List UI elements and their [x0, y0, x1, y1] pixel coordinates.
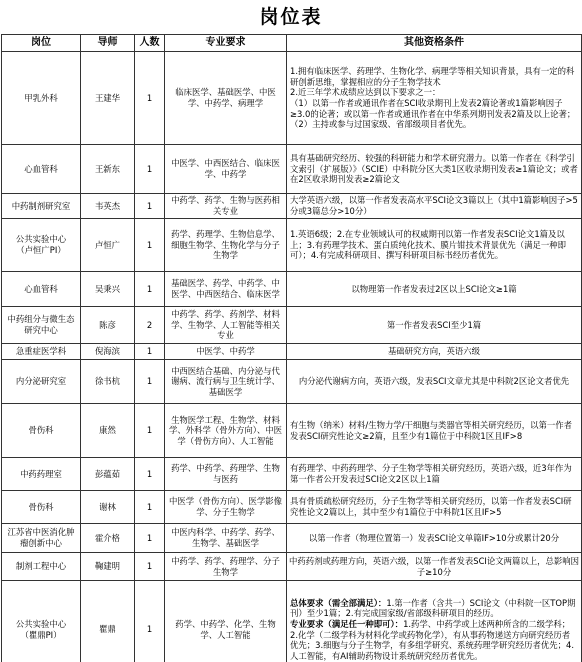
table-row	[2, 360, 582, 404]
major-cell: 生物医学工程、生物学、材料学、外科学（骨外方向）、中医学（骨伤方向）、人工智能	[165, 404, 287, 458]
major-cell: 药学、药理学、生物信息学、细胞生物学、生物化学与分子生物学	[165, 219, 287, 272]
tutor-cell: 陈彦	[81, 307, 135, 344]
count-cell: 1	[135, 360, 165, 404]
table-row	[2, 491, 582, 524]
major-cell: 药学、中药学、药理学、生物与医药	[165, 458, 287, 491]
major-cell: 中药学、药学、药理学、分子生物学	[165, 553, 287, 581]
conditions-cell: 具有基础研究经历、较强的科研能力和学术研究潜力。以第一作者在《科学引文索引（扩展版）》（SCIE）中科院分区大类1区收录期刊发表≥1篇论文；或者在2区收录期刊发表≥2篇论文	[287, 145, 582, 194]
major-cell: 中药学、药学、生物与医药相关专业	[165, 194, 287, 219]
conditions-cell: 有药理学、中药药理学、分子生物学等相关研究经历，英语六级，近3年作为第一作者公开发表过SCI论文2区以上1篇	[287, 458, 582, 491]
post-cell: 心血管科	[2, 145, 81, 194]
tutor-cell: 鞠建明	[81, 553, 135, 581]
conditions-cell: 大学英语六级，以第一作者发表高水平SCI论文3篇以上（其中1篇影响因子>5分或3篇总分>10分）	[287, 194, 582, 219]
major-cell: 中药学、药学、药剂学、材料学、生物学、人工智能等相关专业	[165, 307, 287, 344]
count-cell: 1	[135, 524, 165, 553]
table-row	[2, 581, 582, 662]
count-cell: 1	[135, 458, 165, 491]
table-row	[2, 52, 582, 145]
major-cell: 中医内科学、中药学、药学、生物学、基础医学	[165, 524, 287, 553]
count-cell: 1	[135, 344, 165, 360]
conditions-cell: 1.英语6级；2.在专业领域认可的权威期刊以第一作者发表SCI论文1篇及以上；3.有药理学技术、蛋白质纯化技术、膜片钳技术背景优先（满足一种即可）；4.有完成科研项目、撰写科研项目标书经历者优先。	[287, 219, 582, 272]
table-row	[2, 272, 582, 307]
count-cell: 1	[135, 491, 165, 524]
major-cell: 基础医学、药学、中药学、中医学、中西医结合、临床医学	[165, 272, 287, 307]
conditions-cell: 基础研究方向，英语六级	[287, 344, 582, 360]
post-cell: 心血管科	[2, 272, 81, 307]
tutor-cell: 吴秉兴	[81, 272, 135, 307]
conditions-cell: 内分泌代谢病方向，英语六级，发表SCI文章尤其是中科院2区论文者优先	[287, 360, 582, 404]
header-major: 专业要求	[165, 35, 287, 52]
tutor-cell: 谢林	[81, 491, 135, 524]
conditions-cell: 有生物（纳米）材料/生物力学/干细胞与类器官等相关研究经历，以第一作者发表SCI研究性论文≥2篇，且至少有1篇位于中科院1区且IF>8	[287, 404, 582, 458]
table-row	[2, 307, 582, 344]
major-cell: 中医学、中药学	[165, 344, 287, 360]
header-tutor: 导师	[81, 35, 135, 52]
page-title: 岗位表	[259, 6, 323, 28]
post-cell: 内分泌研究室	[2, 360, 81, 404]
tutor-cell: 王新东	[81, 145, 135, 194]
table-row	[2, 553, 582, 581]
tutor-cell: 倪海滨	[81, 344, 135, 360]
count-cell: 2	[135, 307, 165, 344]
conditions-cell: 第一作者发表SCI至少1篇	[287, 307, 582, 344]
count-cell: 1	[135, 272, 165, 307]
conditions-cell: 1.拥有临床医学、药理学、生物化学、病理学等相关知识背景，具有一定的科研创新思维，掌握相应的分子生物学技术 2.近三年学术成绩应达到以下要求之一： （1）以第一作者或通讯作者在SCI收录期刊上发表2篇论著或1篇影响因子≥3.0的论著；或以第一作者或通讯作者在中华系列期刊发表2篇及以上论著； （2）主持或参与过国家级、省部级项目者优先。	[287, 52, 582, 145]
tutor-cell: 彭蕴茹	[81, 458, 135, 491]
post-cell: 骨伤科	[2, 404, 81, 458]
tutor-cell: 徐书杭	[81, 360, 135, 404]
post-cell: 制剂工程中心	[2, 553, 81, 581]
post-cell: 公共实验中心 （瞿鼎PI）	[2, 581, 81, 662]
major-cell: 临床医学、基础医学、中医学、中药学、病理学	[165, 52, 287, 145]
tutor-cell: 瞿鼎	[81, 581, 135, 662]
conditions-cell: 中药药剂或药理方向，英语六级，以第一作者发表SCI论文两篇以上，总影响因子≥10分	[287, 553, 582, 581]
count-cell: 1	[135, 581, 165, 662]
post-cell: 中药药理室	[2, 458, 81, 491]
post-cell: 中药组分与微生态研究中心	[2, 307, 81, 344]
count-cell: 1	[135, 145, 165, 194]
table-row	[2, 145, 582, 194]
table-row	[2, 344, 582, 360]
conditions-cell	[287, 581, 582, 662]
count-cell: 1	[135, 404, 165, 458]
post-cell: 急重症医学科	[2, 344, 81, 360]
table-row	[2, 194, 582, 219]
count-cell: 1	[135, 194, 165, 219]
conditions-cell: 以物理第一作者发表过2区以上SCI论文≥1篇	[287, 272, 582, 307]
major-cell: 药学、中药学、化学、生物学、人工智能	[165, 581, 287, 662]
major-cell: 中医学、中西医结合、临床医学、中药学	[165, 145, 287, 194]
post-cell: 江苏省中医消化肿瘤创新中心	[2, 524, 81, 553]
tutor-cell: 霍介格	[81, 524, 135, 553]
tutor-cell: 韦英杰	[81, 194, 135, 219]
general-requirements-text: 1.第一作者（含共一）SCI论文（中科院一区TOP期刊）至少1篇；2.有完成国家级/省部级科研项目的经历。	[290, 597, 576, 619]
post-cell: 公共实验中心 （卢恒广PI）	[2, 219, 81, 272]
tutor-cell: 王建华	[81, 52, 135, 145]
major-cell: 中西医结合基础、内分泌与代谢病、流行病与卫生统计学、基础医学	[165, 360, 287, 404]
major-requirements-heading: 专业要求（满足任一种即可）：	[290, 618, 404, 629]
general-requirements-heading: 总体要求（需全部满足）：	[290, 597, 387, 608]
major-cell: 中医学（骨伤方向）、医学影像学、分子生物学	[165, 491, 287, 524]
header-count: 人数	[135, 35, 165, 52]
table-row	[2, 458, 582, 491]
major-requirements-text: 1.药学、中药学或上述两种所含的二级学科；2.化学（二级学科为材料化学或药物化学），有从事药物递送方向研究经历者优先；3.细胞与分子生物学，有多组学研究、系统药理学研究经历者优先；4.人工智能，有AI辅助药物设计系统研究经历者优先。	[290, 618, 574, 661]
tutor-cell: 康然	[81, 404, 135, 458]
post-cell: 骨伤科	[2, 491, 81, 524]
count-cell: 1	[135, 52, 165, 145]
conditions-cell: 具有骨质疏松研究经历，分子生物学等相关研究经历，以第一作者发表SCI研究性论文2篇以上，其中至少有1篇位于中科院1区且IF>5	[287, 491, 582, 524]
table-row	[2, 404, 582, 458]
conditions-cell: 以第一作者（物理位置第一）发表SCI论文单篇IF>10分或累计20分	[287, 524, 582, 553]
table-row	[2, 219, 582, 272]
header-post: 岗位	[2, 35, 81, 52]
tutor-cell: 卢恒广	[81, 219, 135, 272]
header-conditions: 其他资格条件	[287, 35, 582, 52]
table-row	[2, 524, 582, 553]
count-cell: 1	[135, 553, 165, 581]
post-cell: 甲乳外科	[2, 52, 81, 145]
count-cell: 1	[135, 219, 165, 272]
positions-table	[1, 34, 582, 662]
table-header-row	[2, 35, 582, 52]
post-cell: 中药制剂研究室	[2, 194, 81, 219]
